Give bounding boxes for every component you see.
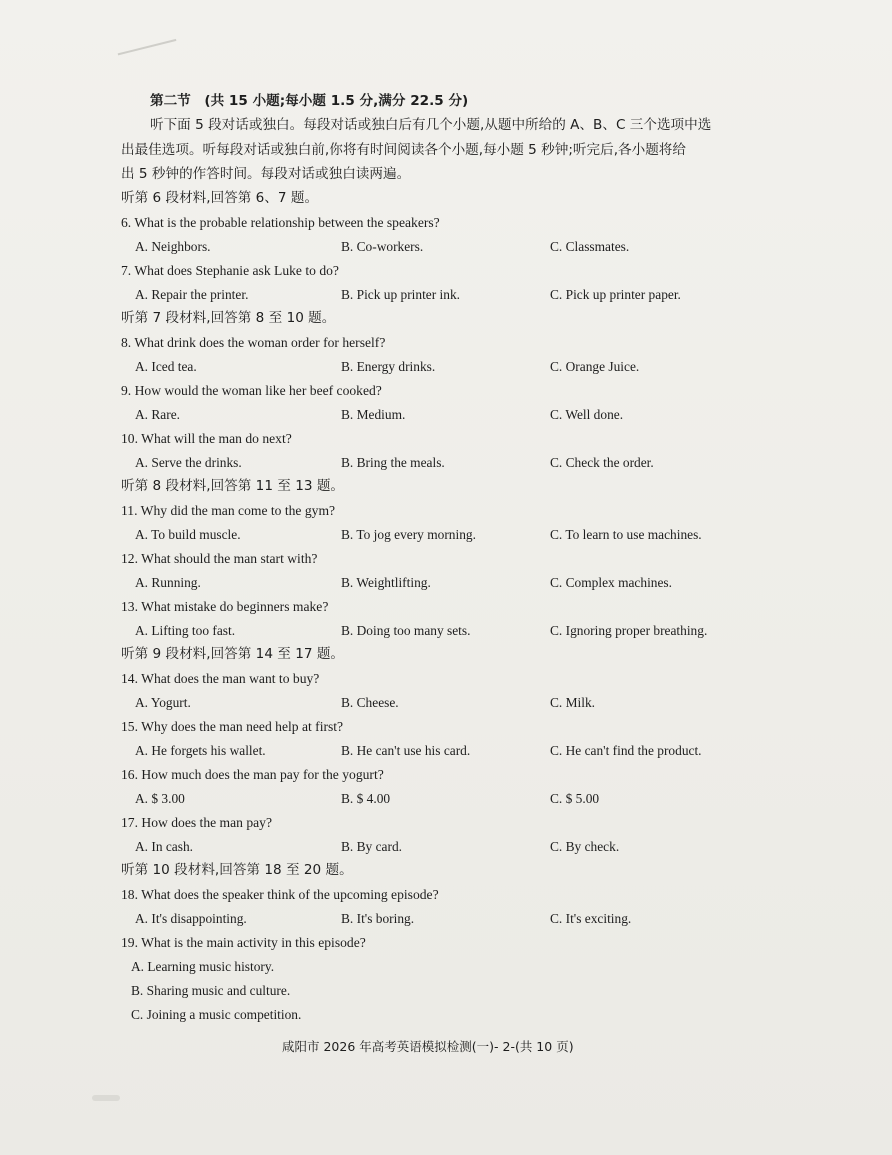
option-b: B. It's boring.: [341, 911, 415, 926]
material-label: 听第 10 段材料,回答第 18 至 20 题。: [121, 862, 353, 878]
option-b: B. By card.: [341, 839, 402, 854]
option-c: C. By check.: [550, 839, 620, 854]
option-b: B. Pick up printer ink.: [341, 287, 461, 302]
option-a: A. Learning music history.: [131, 959, 275, 974]
option-b: B. To jog every morning.: [341, 527, 476, 542]
option-a: A. It's disappointing.: [135, 911, 247, 926]
question-stem: 11. Why did the man come to the gym?: [121, 503, 336, 518]
question-stem: 13. What mistake do beginners make?: [121, 599, 329, 614]
option-b: B. Energy drinks.: [341, 359, 436, 374]
option-a: A. $ 3.00: [135, 791, 185, 806]
question-stem: 10. What will the man do next?: [121, 431, 292, 446]
option-c: C. Check the order.: [550, 455, 654, 470]
option-a: A. Neighbors.: [135, 239, 211, 254]
option-c: C. Joining a music competition.: [131, 1007, 302, 1022]
smudge: [92, 1095, 120, 1101]
option-c: C. Milk.: [550, 695, 596, 710]
question-stem: 17. How does the man pay?: [121, 815, 273, 830]
option-c: C. Complex machines.: [550, 575, 672, 590]
option-c: C. Classmates.: [550, 239, 630, 254]
option-a: A. Serve the drinks.: [135, 455, 242, 470]
option-b: B. Weightlifting.: [341, 575, 431, 590]
question-stem: 7. What does Stephanie ask Luke to do?: [121, 263, 339, 278]
question-stem: 8. What drink does the woman order for herself?: [121, 335, 386, 350]
option-c: C. Well done.: [550, 407, 624, 422]
option-c: C. Ignoring proper breathing.: [550, 623, 708, 638]
material-label: 听第 6 段材料,回答第 6、7 题。: [121, 190, 319, 206]
option-a: A. Lifting too fast.: [135, 623, 236, 638]
question-stem: 18. What does the speaker think of the upcoming episode?: [121, 887, 439, 902]
question-stem: 9. How would the woman like her beef cooked?: [121, 383, 382, 398]
option-b: B. $ 4.00: [341, 791, 391, 806]
material-label: 听第 7 段材料,回答第 8 至 10 题。: [121, 310, 336, 326]
option-c: C. It's exciting.: [550, 911, 632, 926]
instruction-line-2: 出最佳选项。听每段对话或独白前,你将有时间阅读各个小题,每小题 5 秒钟;听完后,各小题将给: [121, 142, 686, 158]
question-stem: 14. What does the man want to buy?: [121, 671, 320, 686]
option-a: A. Iced tea.: [135, 359, 197, 374]
option-b: B. Co-workers.: [341, 239, 424, 254]
option-a: A. Rare.: [135, 407, 180, 422]
option-b: B. He can't use his card.: [341, 743, 471, 758]
question-stem: 6. What is the probable relationship between the speakers?: [121, 215, 440, 230]
option-b: B. Cheese.: [341, 695, 399, 710]
pen-mark: [118, 39, 179, 63]
option-a: A. To build muscle.: [135, 527, 241, 542]
option-c: C. Pick up printer paper.: [550, 287, 681, 302]
option-c: C. Orange Juice.: [550, 359, 640, 374]
instruction-line-1: 听下面 5 段对话或独白。每段对话或独白后有几个小题,从题中所给的 A、B、C 三个选项中选: [150, 117, 712, 133]
option-a: A. Repair the printer.: [135, 287, 249, 302]
question-stem: 12. What should the man start with?: [121, 551, 318, 566]
question-stem: 16. How much does the man pay for the yogurt?: [121, 767, 384, 782]
question-stem: 15. Why does the man need help at first?: [121, 719, 344, 734]
option-c: C. He can't find the product.: [550, 743, 702, 758]
option-a: A. In cash.: [135, 839, 194, 854]
option-b: B. Doing too many sets.: [341, 623, 471, 638]
option-a: A. Yogurt.: [135, 695, 191, 710]
instruction-line-3: 出 5 秒钟的作答时间。每段对话或独白读两遍。: [121, 166, 411, 182]
option-c: C. $ 5.00: [550, 791, 600, 806]
material-label: 听第 8 段材料,回答第 11 至 13 题。: [121, 478, 345, 494]
option-c: C. To learn to use machines.: [550, 527, 702, 542]
option-b: B. Sharing music and culture.: [131, 983, 291, 998]
option-b: B. Medium.: [341, 407, 406, 422]
option-a: A. He forgets his wallet.: [135, 743, 266, 758]
option-b: B. Bring the meals.: [341, 455, 445, 470]
section-header: 第二节 (共 15 小题;每小题 1.5 分,满分 22.5 分): [150, 93, 469, 109]
material-label: 听第 9 段材料,回答第 14 至 17 题。: [121, 646, 345, 662]
page-footer: 咸阳市 2026 年高考英语模拟检测(一)- 2-(共 10 页): [282, 1039, 574, 1054]
option-a: A. Running.: [135, 575, 201, 590]
question-stem: 19. What is the main activity in this episode?: [121, 935, 366, 950]
